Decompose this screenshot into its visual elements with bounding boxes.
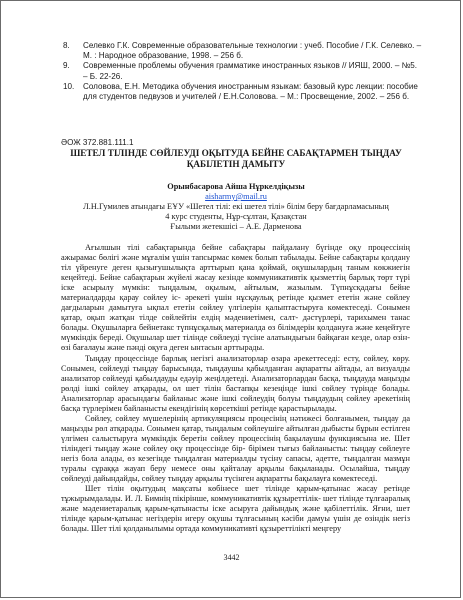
body-paragraph: Сөйлеу, сөйлеу мүшелерінің артикуляциясы процесінің нәтижесі болғанымен, тыңдау да маңызды рөл атқарады. Сонымен қатар, тыңдалым сөйлеушіге айтылған дыбысты бұрын естілген үлгімен салыстыруға мүмкіндік беретін сөйлеу процессінің бақылаушы функциясына ие. Шет тіліндегі тыңдау және сөйлеу оқу процессінде бір- бірімен тығыз байланысты: тыңдау сөйлеуге негіз бола алады, өз кезегінде тыңдалған материалды түсіну сапасы, әдетте, тыңдалған мазмұн туралы сұраққа жауап беру немесе оны қайталау арқылы бақыланады. Осылайша, тыңдау сөйлеуді дайындайды, сөйлеу тыңдау арқылы түсінген ақпаратты бақылауға көмектеседі. (61, 413, 410, 484)
reference-text: Современные проблемы обучения грамматике иностранных языков // ИЯШ, 2000. – №5. – Б. 22-26. (83, 61, 418, 81)
title-line: ШЕТЕЛ ТІЛІНДЕ СӨЙЛЕУДІ ОҚЫТУДА БЕЙНЕ САБАҚТАРМЕН ТЫҢДАУ (70, 148, 402, 158)
reference-item (63, 41, 423, 61)
reference-text: Селевко Г.К. Современные образовательные технологии : учеб. Пособие / Г.К. Селевко. – М. : Народное образование, 1998. – 256 б. (83, 41, 422, 61)
body-paragraph: Тыңдау процессінде барлық негізгі анализаторлар өзара әрекеттеседі: есту, сөйлеу, көру. Сонымен, сөйлеуді тыңдау барысында, тыңдаушы қабылданған ақпаратты айтады, ал визуалды анализатор сөйлеуді қабылдауды едәуір жеңілдетеді. Анализаторлардан басқа, тыңдауда маңызды рөлді ішкі сөйлеу атқарады, ол шет тілін бастапқы кезеңінде ішкі сөйлеу түрінде болады. Анализаторлар арасындағы байланыс және ішкі сөйлеудің болуы тыңдаудың сөйлеу әрекетінің басқа түрлерімен байланысты екендігінің көрсеткіші ретінде қарастырылады. (61, 353, 410, 413)
author-email-link[interactable]: aisharmy@mail.ru (205, 192, 267, 201)
page-number: 3442 (223, 553, 240, 562)
reference-number: 8. (63, 41, 70, 50)
title-line: ҚАБІЛЕТІН ДАМЫТУ (186, 158, 286, 169)
reference-number: 10. (63, 81, 75, 91)
reference-number: 9. (63, 61, 70, 71)
udk-code: ӘОЖ 372.881.111.1 (61, 138, 134, 147)
body-paragraph: Ағылшын тілі сабақтарында бейне сабақтары пайдалану бүгінде оқу процессінің ажырамас бөлігі және мұғалім үшін тапсырмас көмек болып табылады. Бейне сабақтары қолдану тіл үйренуге деген қызығушылықта арттырып қана қоймай, оқушылардың таным көкжиегін кеңейтеді. Бейне сабақтарын жүйелі жасау кезінде коммуникативтік қызметтің барлық төрт түрі іске асырылу мүмкін: тыңдалым, оқылым, айтылым, жазылым. Түпнұсқадағы бейне материалдарды қарау сөйлеу іс- әрекеті үшін нұсқаулық ретінде қызмет ететін және сөйлеу дағдыларын дамытуға ықпал ететін сөйлеу үлгілерін қалыптастыруға көмектеседі. Сонымен қатар, оқып жатқан тілде сөйлейтін елдің мәдениетімен, салт- дәстүрлері, тарихымен танас болады. Оқушыларға бейнетакс түпнұсқалық материалда өз білімдерін қолдануға және кеңейтуге мүмкіндік береді. Оқушылар шет тілінде сөйлеуді түсіне алатындығын байқаған кезде, олар өзін- өзі бағалауы және пәнді оқуға деген ынтасын арттырады. (61, 243, 410, 353)
reference-text: Соловова, Е.Н. Методика обучения иностранным языкам: базовый курс лекции: пособие для студентов педвузов и учителей / Е.Н.Соловова. – М.: Просвещение, 2002. – 256 б. (83, 81, 418, 102)
author-block (61, 182, 411, 232)
reference-list (63, 41, 423, 102)
reference-item (63, 61, 423, 81)
author-advisor: Ғылыми жетекшісі – А.Е. Дарменова (170, 222, 302, 231)
article-title (61, 148, 411, 169)
author-course: 4 курс студенты, Нұр-сұлтан, Қазақстан (165, 212, 307, 221)
author-name: Орынбасарова Айша Нұркелдіқызы (167, 182, 305, 191)
author-affiliation: Л.Н.Гумилев атындағы ЕҰУ «Шетел тілі: екі шетел тілі» білім беру бағдарламасының (83, 202, 389, 211)
body-paragraph: Шет тілін оқытудың мақсаты көбінесе шет тілінде қарым-қатынас жасау ретінде тұжырымдалады. И. Л. Бимнің пікірінше, коммуникативтік құзыреттілік- шет тілінде тұлғааралық және мәдениетаралық қарым-қатынасты іске асыруға дайындық және қабілеттілік. Яғни, шет тілінде қарым-қатынас негіздерін игеру оқушы тұлғасының кәсіби дамуы үшін де өзіндік негіз болады. Шет тілі қолданылымы ортада коммуникативті құзыреттілікті меңгеру (61, 484, 410, 534)
reference-item (63, 82, 423, 102)
article-body (61, 243, 410, 534)
